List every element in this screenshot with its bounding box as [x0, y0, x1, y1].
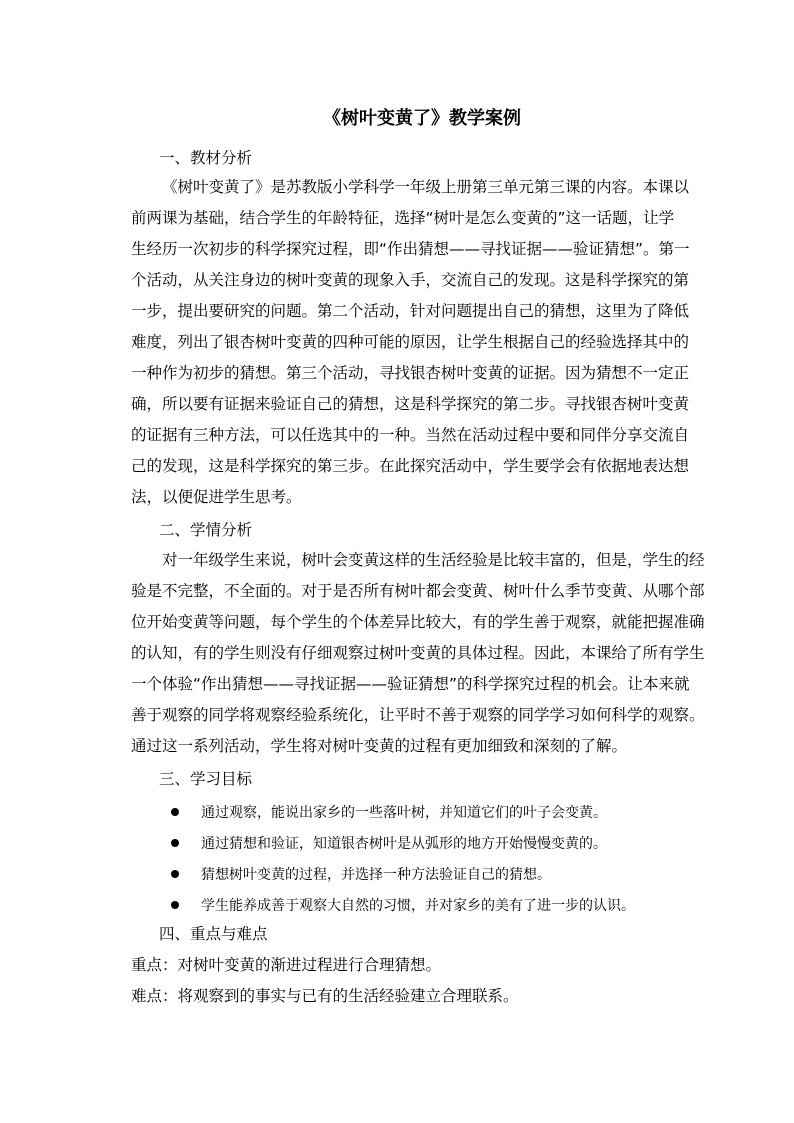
section-heading-textbook-analysis: 一、教材分析 [159, 149, 253, 167]
paragraph-line: 法，以便促进学生思考。 [131, 488, 302, 506]
paragraph-line: 个活动，从关注身边的树叶变黄的现象入手，交流自己的发现。这是科学探究的第 [131, 271, 690, 289]
paragraph-line: 通过这一系列活动，学生将对树叶变黄的过程有更加细致和深刻的了解。 [131, 737, 628, 755]
bullet-icon [171, 839, 179, 847]
list-item [159, 860, 719, 891]
paragraph-line: 验是不完整，不全面的。对于是否所有树叶都会变黄、树叶什么季节变黄、从哪个部 [131, 582, 705, 600]
paragraph-line: 己的发现，这是科学探究的第三步。在此探究活动中，学生要学会有依据地表达想 [131, 457, 690, 475]
section-heading-learning-objectives: 三、学习目标 [159, 770, 253, 788]
bullet-icon [171, 808, 179, 816]
paragraph-line: 的证据有三种方法，可以任选其中的一种。当然在活动过程中要和同伴分享交流自 [131, 426, 690, 444]
section-heading-learner-analysis: 二、学情分析 [159, 521, 253, 539]
paragraph-line: 前两课为基础，结合学生的年龄特征，选择“树叶是怎么变黄的”这一话题，让学 [131, 209, 675, 227]
paragraph-textbook-analysis [131, 172, 711, 513]
list-item [159, 829, 719, 860]
paragraph-line: 确，所以要有证据来验证自己的猜想，这是科学探究的第二步。寻找银杏树叶变黄 [131, 395, 690, 413]
paragraph-line: 位开始变黄等问题，每个学生的个体差异比较大，有的学生善于观察，就能把握准确 [131, 613, 705, 631]
bullet-icon [171, 901, 179, 909]
objectives-list [159, 798, 719, 922]
paragraph-line: 一步，提出要研究的问题。第二个活动，针对问题提出自己的猜想，这里为了降低 [131, 302, 690, 320]
difficulty-text: 难点：将观察到的事实与已有的生活经验建立合理联系。 [131, 987, 519, 1005]
list-item [159, 891, 719, 922]
paragraph-line: 《树叶变黄了》是苏教版小学科学一年级上册第三单元第三课的内容。本课以 [162, 178, 690, 196]
paragraph-line: 的认知，有的学生则没有仔细观察过树叶变黄的具体过程。因此，本课给了所有学生 [131, 644, 705, 662]
paragraph-line: 一种作为初步的猜想。第三个活动，寻找银杏树叶变黄的证据。因为猜想不一定正 [131, 364, 690, 382]
objective-text: 猜想树叶变黄的过程，并选择一种方法验证自己的猜想。 [201, 867, 551, 883]
paragraph-line: 对一年级学生来说，树叶会变黄这样的生活经验是比较丰富的，但是，学生的经 [162, 551, 705, 569]
objective-text: 通过猜想和验证，知道银杏树叶是从弧形的地方开始慢慢变黄的。 [201, 836, 607, 852]
objective-text: 通过观察，能说出家乡的一些落叶树，并知道它们的叶子会变黄。 [201, 805, 607, 821]
bullet-icon [171, 870, 179, 878]
section-heading-key-points: 四、重点与难点 [159, 925, 268, 943]
list-item [159, 798, 719, 829]
paragraph-line: 难度，列出了银杏树叶变黄的四种可能的原因，让学生根据自己的经验选择其中的 [131, 333, 690, 351]
paragraph-line: 善于观察的同学将观察经验系统化，让平时不善于观察的同学学习如何科学的观察。 [131, 706, 705, 724]
paragraph-line: 生经历一次初步的科学探究过程，即“作出猜想——寻找证据——验证猜想”。第一 [131, 240, 690, 258]
paragraph-line: 一个体验“作出猜想——寻找证据——验证猜想”的科学探究过程的机会。让本来就 [131, 675, 690, 693]
document-title: 《树叶变黄了》教学案例 [323, 108, 521, 129]
objective-text: 学生能养成善于观察大自然的习惯，并对家乡的美有了进一步的认识。 [201, 898, 635, 914]
paragraph-learner-analysis [131, 545, 711, 762]
key-point-text: 重点：对树叶变黄的渐进过程进行合理猜想。 [131, 956, 442, 974]
